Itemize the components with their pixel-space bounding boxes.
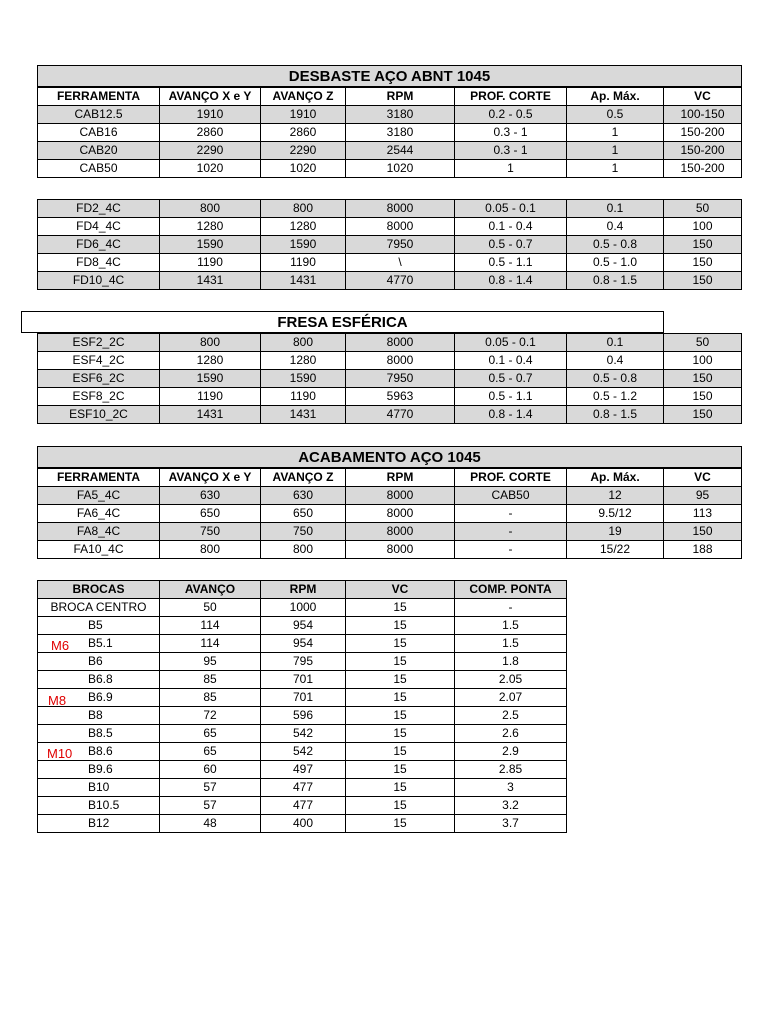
- table-cell: \: [346, 254, 455, 272]
- table-row: [38, 815, 567, 833]
- table-cell: 630: [160, 487, 261, 505]
- table-cell: 0.3 - 1: [455, 124, 567, 142]
- table-cell: 400: [261, 815, 346, 833]
- table-row: [38, 406, 742, 424]
- table-row: [38, 599, 567, 617]
- table-cell: 5963: [346, 388, 455, 406]
- table-cell: 1280: [160, 352, 261, 370]
- table-header-row: [38, 88, 742, 106]
- table-cell: 542: [261, 743, 346, 761]
- table-row: [38, 236, 742, 254]
- table-cell: 150-200: [664, 142, 742, 160]
- table-cell: 0.8 - 1.4: [455, 272, 567, 290]
- table-cell: 2860: [160, 124, 261, 142]
- column-header: RPM: [261, 581, 346, 599]
- table-cell: 15: [346, 725, 455, 743]
- table-row: [38, 160, 742, 178]
- table-cell: 954: [261, 635, 346, 653]
- table-row: [38, 635, 567, 653]
- acabamento-body: [38, 487, 742, 559]
- table-cell: 477: [261, 797, 346, 815]
- table-cell: 1590: [261, 370, 346, 388]
- table-cell: 100-150: [664, 106, 742, 124]
- table-cell: 3180: [346, 106, 455, 124]
- table-cell: 85: [160, 671, 261, 689]
- table-cell: 0.5 - 1.1: [455, 388, 567, 406]
- table-cell: 15: [346, 761, 455, 779]
- table-cell: B8.6: [38, 743, 160, 761]
- table-cell: 0.4: [567, 218, 664, 236]
- column-header: PROF. CORTE: [455, 88, 567, 106]
- table-cell: 114: [160, 617, 261, 635]
- table-cell: 15: [346, 617, 455, 635]
- table-cell: 100: [664, 352, 742, 370]
- table-cell: 1590: [261, 236, 346, 254]
- table-cell: CAB12.5: [38, 106, 160, 124]
- table-cell: 3180: [346, 124, 455, 142]
- table-cell: 542: [261, 725, 346, 743]
- table-cell: -: [455, 505, 567, 523]
- table-row: [38, 388, 742, 406]
- table-cell: 100: [664, 218, 742, 236]
- table-cell: -: [455, 599, 567, 617]
- table-cell: 0.5 - 1.1: [455, 254, 567, 272]
- fd-body: [38, 200, 742, 290]
- table-cell: B6.8: [38, 671, 160, 689]
- table-cell: 0.2 - 0.5: [455, 106, 567, 124]
- table-cell: B8.5: [38, 725, 160, 743]
- table-cell: B10.5: [38, 797, 160, 815]
- table-cell: 150: [664, 254, 742, 272]
- table-row: [38, 200, 742, 218]
- table-cell: 150: [664, 523, 742, 541]
- table-cell: 19: [567, 523, 664, 541]
- brocas-body: [38, 599, 567, 833]
- column-header: VC: [346, 581, 455, 599]
- table-row: [38, 142, 742, 160]
- table-cell: 48: [160, 815, 261, 833]
- table-cell: 0.1 - 0.4: [455, 218, 567, 236]
- table-cell: 50: [160, 599, 261, 617]
- table-cell: ESF8_2C: [38, 388, 160, 406]
- table-cell: 113: [664, 505, 742, 523]
- table-cell: 57: [160, 779, 261, 797]
- table-cell: 2.6: [455, 725, 567, 743]
- table-cell: 1590: [160, 236, 261, 254]
- table-cell: 4770: [346, 406, 455, 424]
- table-cell: B9.6: [38, 761, 160, 779]
- column-header: VC: [664, 469, 742, 487]
- table-header-row: [38, 581, 567, 599]
- table-cell: 0.1 - 0.4: [455, 352, 567, 370]
- table-cell: 0.1: [567, 200, 664, 218]
- table-row: [38, 505, 742, 523]
- table-cell: 477: [261, 779, 346, 797]
- table-cell: 57: [160, 797, 261, 815]
- table-cell: B5: [38, 617, 160, 635]
- column-header: BROCAS: [38, 581, 160, 599]
- column-header: AVANÇO Z: [261, 469, 346, 487]
- table-cell: 8000: [346, 218, 455, 236]
- desbaste-body: [38, 106, 742, 178]
- table-cell: 12: [567, 487, 664, 505]
- table-cell: 1190: [160, 254, 261, 272]
- table-cell: 114: [160, 635, 261, 653]
- table-cell: 1280: [261, 352, 346, 370]
- column-header: AVANÇO Z: [261, 88, 346, 106]
- table-cell: 8000: [346, 523, 455, 541]
- table-row: [38, 487, 742, 505]
- table-cell: 795: [261, 653, 346, 671]
- table-cell: 85: [160, 689, 261, 707]
- table-cell: 150: [664, 272, 742, 290]
- column-header: FERRAMENTA: [38, 469, 160, 487]
- table-cell: 0.5 - 0.7: [455, 370, 567, 388]
- table-cell: 3: [455, 779, 567, 797]
- table-cell: 1280: [160, 218, 261, 236]
- table-cell: 150: [664, 236, 742, 254]
- brocas-table: [37, 580, 567, 833]
- esferica-title: FRESA ESFÉRICA: [21, 311, 664, 333]
- table-cell: 954: [261, 617, 346, 635]
- table-cell: FD8_4C: [38, 254, 160, 272]
- table-cell: FD2_4C: [38, 200, 160, 218]
- table-cell: 750: [261, 523, 346, 541]
- table-cell: 1431: [261, 272, 346, 290]
- table-row: [38, 707, 567, 725]
- table-cell: 8000: [346, 334, 455, 352]
- table-cell: 15: [346, 689, 455, 707]
- table-cell: 800: [160, 200, 261, 218]
- table-cell: 15: [346, 815, 455, 833]
- table-cell: 0.05 - 0.1: [455, 334, 567, 352]
- table-cell: 701: [261, 689, 346, 707]
- table-cell: FA8_4C: [38, 523, 160, 541]
- column-header: RPM: [346, 469, 455, 487]
- table-cell: 1.8: [455, 653, 567, 671]
- column-header: AVANÇO X e Y: [160, 469, 261, 487]
- table-cell: 188: [664, 541, 742, 559]
- table-row: [38, 124, 742, 142]
- table-row: [38, 617, 567, 635]
- acabamento-table: [37, 468, 742, 559]
- table-cell: 50: [664, 200, 742, 218]
- table-cell: 1590: [160, 370, 261, 388]
- acabamento-title: ACABAMENTO AÇO 1045: [37, 446, 742, 468]
- table-cell: 95: [664, 487, 742, 505]
- table-cell: 150-200: [664, 160, 742, 178]
- table-cell: 800: [261, 541, 346, 559]
- column-header: FERRAMENTA: [38, 88, 160, 106]
- table-cell: ESF4_2C: [38, 352, 160, 370]
- table-cell: ESF6_2C: [38, 370, 160, 388]
- table-cell: 8000: [346, 487, 455, 505]
- table-cell: 8000: [346, 505, 455, 523]
- table-cell: 1020: [160, 160, 261, 178]
- table-cell: B6.9: [38, 689, 160, 707]
- table-cell: 750: [160, 523, 261, 541]
- table-cell: 2.05: [455, 671, 567, 689]
- table-cell: 596: [261, 707, 346, 725]
- thread-label-m8: M8: [48, 693, 67, 708]
- table-cell: 2290: [160, 142, 261, 160]
- table-cell: 1: [567, 160, 664, 178]
- table-cell: 1280: [261, 218, 346, 236]
- table-cell: 1910: [261, 106, 346, 124]
- table-cell: 0.5 - 0.7: [455, 236, 567, 254]
- column-header: Ap. Máx.: [567, 88, 664, 106]
- table-cell: 65: [160, 725, 261, 743]
- table-cell: 2.5: [455, 707, 567, 725]
- column-header: AVANÇO X e Y: [160, 88, 261, 106]
- table-cell: 3.2: [455, 797, 567, 815]
- table-cell: 95: [160, 653, 261, 671]
- table-cell: ESF2_2C: [38, 334, 160, 352]
- table-cell: 8000: [346, 200, 455, 218]
- thread-label-m6: M6: [51, 638, 70, 653]
- table-cell: -: [455, 541, 567, 559]
- table-cell: 0.8 - 1.4: [455, 406, 567, 424]
- table-cell: 1190: [261, 254, 346, 272]
- thread-label-m10: M10: [47, 746, 73, 761]
- table-cell: 65: [160, 743, 261, 761]
- table-row: [38, 370, 742, 388]
- table-cell: 0.3 - 1: [455, 142, 567, 160]
- table-cell: 1910: [160, 106, 261, 124]
- table-cell: 2860: [261, 124, 346, 142]
- table-row: [38, 779, 567, 797]
- table-row: [38, 743, 567, 761]
- table-cell: 1431: [160, 272, 261, 290]
- table-cell: 15: [346, 779, 455, 797]
- table-cell: 150: [664, 370, 742, 388]
- table-row: [38, 272, 742, 290]
- column-header: AVANÇO: [160, 581, 261, 599]
- table-row: [38, 523, 742, 541]
- table-cell: 0.5 - 1.0: [567, 254, 664, 272]
- table-row: [38, 689, 567, 707]
- column-header: COMP. PONTA: [455, 581, 567, 599]
- table-cell: 1020: [261, 160, 346, 178]
- table-row: [38, 653, 567, 671]
- table-cell: 15: [346, 707, 455, 725]
- table-cell: 2544: [346, 142, 455, 160]
- table-cell: 650: [160, 505, 261, 523]
- column-header: VC: [664, 88, 742, 106]
- fd-table: [37, 199, 742, 290]
- table-cell: 1: [567, 142, 664, 160]
- table-cell: B12: [38, 815, 160, 833]
- table-cell: 0.5 - 0.8: [567, 236, 664, 254]
- table-cell: 15: [346, 599, 455, 617]
- table-cell: FD10_4C: [38, 272, 160, 290]
- table-row: [38, 254, 742, 272]
- table-cell: 0.05 - 0.1: [455, 200, 567, 218]
- table-cell: 0.5 - 0.8: [567, 370, 664, 388]
- table-header-row: [38, 469, 742, 487]
- table-cell: 2.9: [455, 743, 567, 761]
- table-row: [38, 541, 742, 559]
- table-cell: 150: [664, 406, 742, 424]
- table-cell: 1.5: [455, 635, 567, 653]
- table-row: [38, 334, 742, 352]
- table-cell: FA10_4C: [38, 541, 160, 559]
- table-cell: 0.8 - 1.5: [567, 406, 664, 424]
- table-cell: 2290: [261, 142, 346, 160]
- table-cell: 4770: [346, 272, 455, 290]
- table-cell: 1: [567, 124, 664, 142]
- table-cell: CAB50: [38, 160, 160, 178]
- table-cell: CAB50: [455, 487, 567, 505]
- table-row: [38, 352, 742, 370]
- table-cell: 15/22: [567, 541, 664, 559]
- table-cell: 0.1: [567, 334, 664, 352]
- table-row: [38, 797, 567, 815]
- column-header: PROF. CORTE: [455, 469, 567, 487]
- table-cell: FD4_4C: [38, 218, 160, 236]
- table-cell: 150-200: [664, 124, 742, 142]
- table-cell: FD6_4C: [38, 236, 160, 254]
- table-cell: 7950: [346, 236, 455, 254]
- table-cell: 72: [160, 707, 261, 725]
- table-cell: 1020: [346, 160, 455, 178]
- table-cell: ESF10_2C: [38, 406, 160, 424]
- table-cell: 7950: [346, 370, 455, 388]
- table-cell: B8: [38, 707, 160, 725]
- table-cell: 630: [261, 487, 346, 505]
- table-cell: 3.7: [455, 815, 567, 833]
- table-cell: 0.5 - 1.2: [567, 388, 664, 406]
- column-header: Ap. Máx.: [567, 469, 664, 487]
- table-cell: -: [455, 523, 567, 541]
- table-row: [38, 761, 567, 779]
- table-cell: 8000: [346, 352, 455, 370]
- table-cell: 9.5/12: [567, 505, 664, 523]
- desbaste-table: [37, 87, 742, 178]
- table-cell: 1190: [160, 388, 261, 406]
- table-row: [38, 106, 742, 124]
- table-cell: 15: [346, 635, 455, 653]
- esferica-table: [37, 333, 742, 424]
- table-cell: 2.07: [455, 689, 567, 707]
- table-cell: 701: [261, 671, 346, 689]
- table-cell: 15: [346, 653, 455, 671]
- table-cell: 15: [346, 797, 455, 815]
- table-cell: 1.5: [455, 617, 567, 635]
- table-cell: 650: [261, 505, 346, 523]
- table-cell: 2.85: [455, 761, 567, 779]
- table-cell: FA6_4C: [38, 505, 160, 523]
- esferica-body: [38, 334, 742, 424]
- table-cell: 60: [160, 761, 261, 779]
- table-row: [38, 671, 567, 689]
- table-cell: 15: [346, 671, 455, 689]
- table-cell: 1431: [160, 406, 261, 424]
- table-cell: 0.5: [567, 106, 664, 124]
- table-cell: 800: [261, 334, 346, 352]
- desbaste-title: DESBASTE AÇO ABNT 1045: [37, 65, 742, 87]
- table-cell: 0.4: [567, 352, 664, 370]
- column-header: RPM: [346, 88, 455, 106]
- table-cell: CAB20: [38, 142, 160, 160]
- table-cell: 1431: [261, 406, 346, 424]
- table-cell: CAB16: [38, 124, 160, 142]
- table-cell: 1000: [261, 599, 346, 617]
- table-cell: 1190: [261, 388, 346, 406]
- table-cell: 50: [664, 334, 742, 352]
- table-cell: FA5_4C: [38, 487, 160, 505]
- table-cell: 8000: [346, 541, 455, 559]
- table-cell: 497: [261, 761, 346, 779]
- table-row: [38, 725, 567, 743]
- table-cell: B5.1: [38, 635, 160, 653]
- table-cell: 0.8 - 1.5: [567, 272, 664, 290]
- table-cell: 1: [455, 160, 567, 178]
- table-cell: B6: [38, 653, 160, 671]
- table-cell: 800: [261, 200, 346, 218]
- table-cell: 800: [160, 334, 261, 352]
- table-cell: B10: [38, 779, 160, 797]
- table-row: [38, 218, 742, 236]
- table-cell: 800: [160, 541, 261, 559]
- table-cell: 15: [346, 743, 455, 761]
- table-cell: 150: [664, 388, 742, 406]
- table-cell: BROCA CENTRO: [38, 599, 160, 617]
